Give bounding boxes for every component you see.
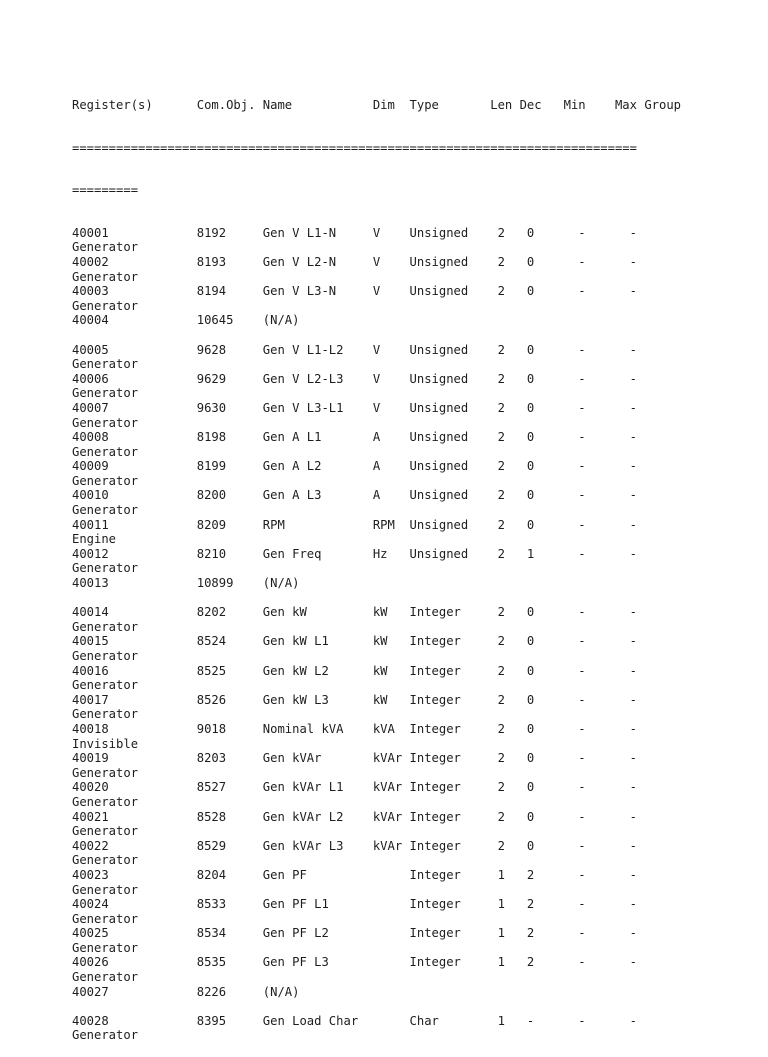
table-row: 40022 8529 Gen kVAr L3 kVAr Integer 2 0 - - bbox=[72, 838, 637, 853]
table-row: 40023 8204 Gen PF Integer 1 2 - - bbox=[72, 867, 637, 882]
table-row: 40014 8202 Gen kW kW Integer 2 0 - - bbox=[72, 605, 637, 620]
register-listing bbox=[72, 70, 712, 1057]
table-row: 40005 9628 Gen V L1-L2 V Unsigned 2 0 - - bbox=[72, 342, 637, 357]
table-row: 40027 8226 (N/A) bbox=[72, 984, 300, 999]
table-row: 40021 8528 Gen kVAr L2 kVAr Integer 2 0 - - bbox=[72, 809, 637, 824]
table-row: 40002 8193 Gen V L2-N V Unsigned 2 0 - - bbox=[72, 254, 637, 269]
table-row: 40006 9629 Gen V L2-L3 V Unsigned 2 0 - - bbox=[72, 371, 637, 386]
table-row: 40001 8192 Gen V L1-N V Unsigned 2 0 - - bbox=[72, 225, 637, 240]
row-group-label: Generator bbox=[72, 619, 139, 634]
table-row: 40026 8535 Gen PF L3 Integer 1 2 - - bbox=[72, 955, 637, 970]
row-group-label: Generator bbox=[72, 678, 139, 693]
row-group-label: Generator bbox=[72, 561, 139, 576]
row-group-label: Generator bbox=[72, 503, 139, 518]
table-row: 40012 8210 Gen Freq Hz Unsigned 2 1 - - bbox=[72, 546, 637, 561]
row-group-label: Generator bbox=[72, 473, 139, 488]
column-header: Register(s) Com.Obj. Name Dim Type Len Dec Min Max Group bbox=[72, 98, 682, 112]
table-row: 40024 8533 Gen PF L1 Integer 1 2 - - bbox=[72, 897, 637, 912]
table-row: 40007 9630 Gen V L3-L1 V Unsigned 2 0 - - bbox=[72, 400, 637, 415]
row-group-label: Generator bbox=[72, 853, 139, 868]
table-row: 40008 8198 Gen A L1 A Unsigned 2 0 - - bbox=[72, 430, 637, 445]
row-group-label: Invisible bbox=[72, 736, 139, 751]
table-row: 40020 8527 Gen kVAr L1 kVAr Integer 2 0 - - bbox=[72, 780, 637, 795]
row-group-label: Generator bbox=[72, 970, 139, 985]
blank-line bbox=[72, 328, 712, 343]
table-row: 40018 9018 Nominal kVA kVA Integer 2 0 - - bbox=[72, 721, 637, 736]
table-row: 40028 8395 Gen Load Char Char 1 - - - bbox=[72, 1013, 637, 1028]
row-group-label: Generator bbox=[72, 269, 139, 284]
table-row: 40009 8199 Gen A L2 A Unsigned 2 0 - - bbox=[72, 459, 637, 474]
table-row: 40016 8525 Gen kW L2 kW Integer 2 0 - - bbox=[72, 663, 637, 678]
row-group-label: Generator bbox=[72, 794, 139, 809]
table-row: 40015 8524 Gen kW L1 kW Integer 2 0 - - bbox=[72, 634, 637, 649]
row-group-label: Generator bbox=[72, 386, 139, 401]
row-group-label: Generator bbox=[72, 824, 139, 839]
row-group-label: Generator bbox=[72, 444, 139, 459]
table-row: 40003 8194 Gen V L3-N V Unsigned 2 0 - - bbox=[72, 284, 637, 299]
register-rows bbox=[72, 226, 712, 1043]
row-group-label: Generator bbox=[72, 357, 139, 372]
separator-line-wrap: ========= bbox=[72, 183, 139, 198]
table-row: 40025 8534 Gen PF L2 Integer 1 2 - - bbox=[72, 926, 637, 941]
row-group-label: Generator bbox=[72, 882, 139, 897]
table-row: 40011 8209 RPM RPM Unsigned 2 0 - - bbox=[72, 517, 637, 532]
separator-line: ============================================================================= bbox=[72, 140, 637, 155]
table-row: 40017 8526 Gen kW L3 kW Integer 2 0 - - bbox=[72, 692, 637, 707]
table-row: 40019 8203 Gen kVAr kVAr Integer 2 0 - - bbox=[72, 751, 637, 766]
table-row: 40004 10645 (N/A) bbox=[72, 313, 300, 328]
row-group-label: Generator bbox=[72, 1028, 139, 1043]
row-group-label: Generator bbox=[72, 649, 139, 663]
row-group-label: Generator bbox=[72, 707, 139, 722]
row-group-label: Generator bbox=[72, 298, 139, 313]
row-group-label: Generator bbox=[72, 240, 139, 255]
table-row: 40013 10899 (N/A) bbox=[72, 576, 300, 591]
row-group-label: Generator bbox=[72, 765, 139, 780]
row-group-label: Engine bbox=[72, 532, 117, 547]
table-row: 40010 8200 Gen A L3 A Unsigned 2 0 - - bbox=[72, 488, 637, 503]
row-group-label: Generator bbox=[72, 911, 139, 926]
row-group-label: Generator bbox=[72, 415, 139, 430]
blank-line bbox=[72, 999, 712, 1014]
blank-line bbox=[72, 591, 712, 606]
row-group-label: Generator bbox=[72, 940, 139, 955]
